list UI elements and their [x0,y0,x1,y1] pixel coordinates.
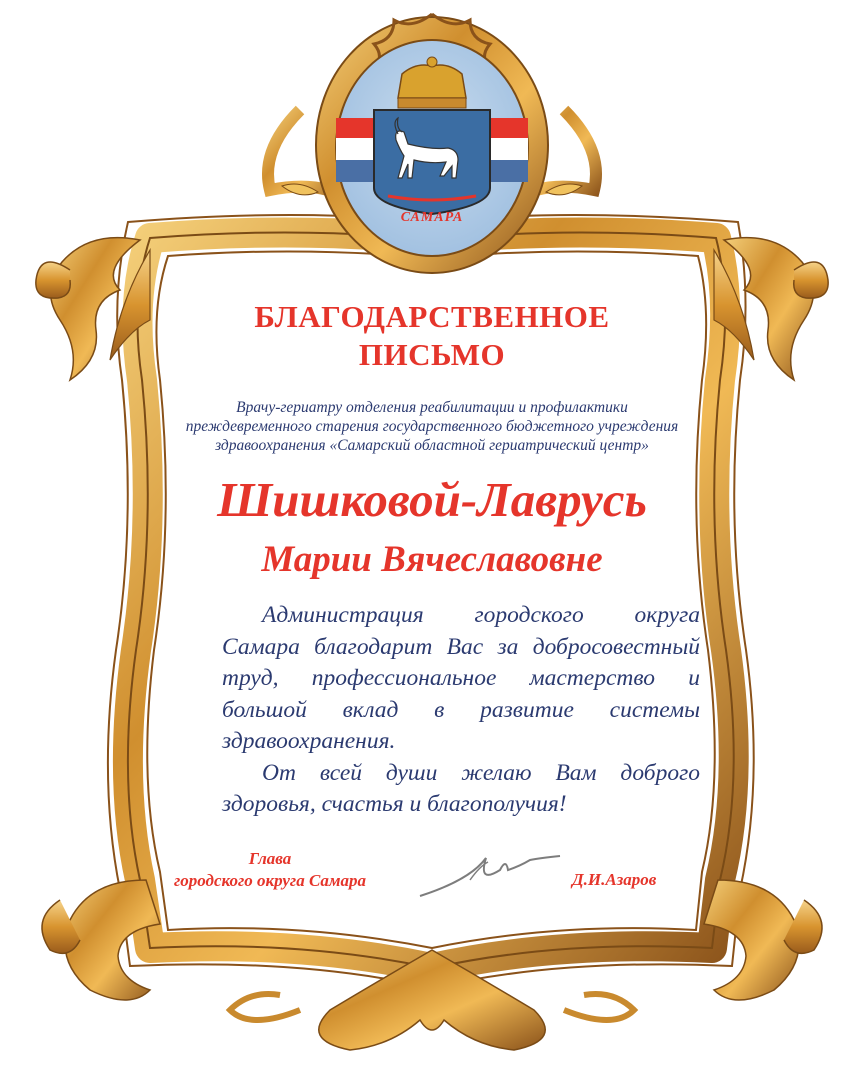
signatory-title [140,848,400,892]
body-line: здравоохранения. [222,728,396,754]
signatory-title-line-1: Глава [248,849,292,868]
title-line-2: ПИСЬМО [358,337,506,372]
signatory-name: Д.И.Азаров [572,870,657,889]
bottom-center-ornament [230,950,634,1050]
body-line: труд, профессиональное мастерство и [222,665,700,691]
title-line-1: БЛАГОДАРСТВЕННОЕ [254,299,610,334]
emblem-caption: САМАРА [400,210,464,225]
position-line: здравоохранения «Самарский областной гериатрический центр» [215,437,649,454]
position-line: Врачу-гериатру отделения реабилитации и профилактики [236,399,628,416]
body-line: Самара благодарит Вас за добросовестный [222,633,700,660]
body-line: здоровья, счастья и благополучия! [222,791,567,817]
recipient-surname: Шишковой-Лаврусь [217,472,647,527]
recipient-name: Марии Вячеславовне [261,539,603,580]
signatory-title-line-2: городского округа Самара [173,871,367,890]
position-line: преждевременного старения государственного бюджетного учреждения [185,418,679,435]
body-line: большой вклад в развитие системы [222,696,700,723]
document-title [0,298,864,374]
letter-body [222,600,700,821]
body-line: Администрация городского округа [262,602,700,628]
body-line: От всей души желаю Вам доброго [262,759,700,786]
recipient-position [140,398,724,455]
signature-mark [420,856,560,896]
